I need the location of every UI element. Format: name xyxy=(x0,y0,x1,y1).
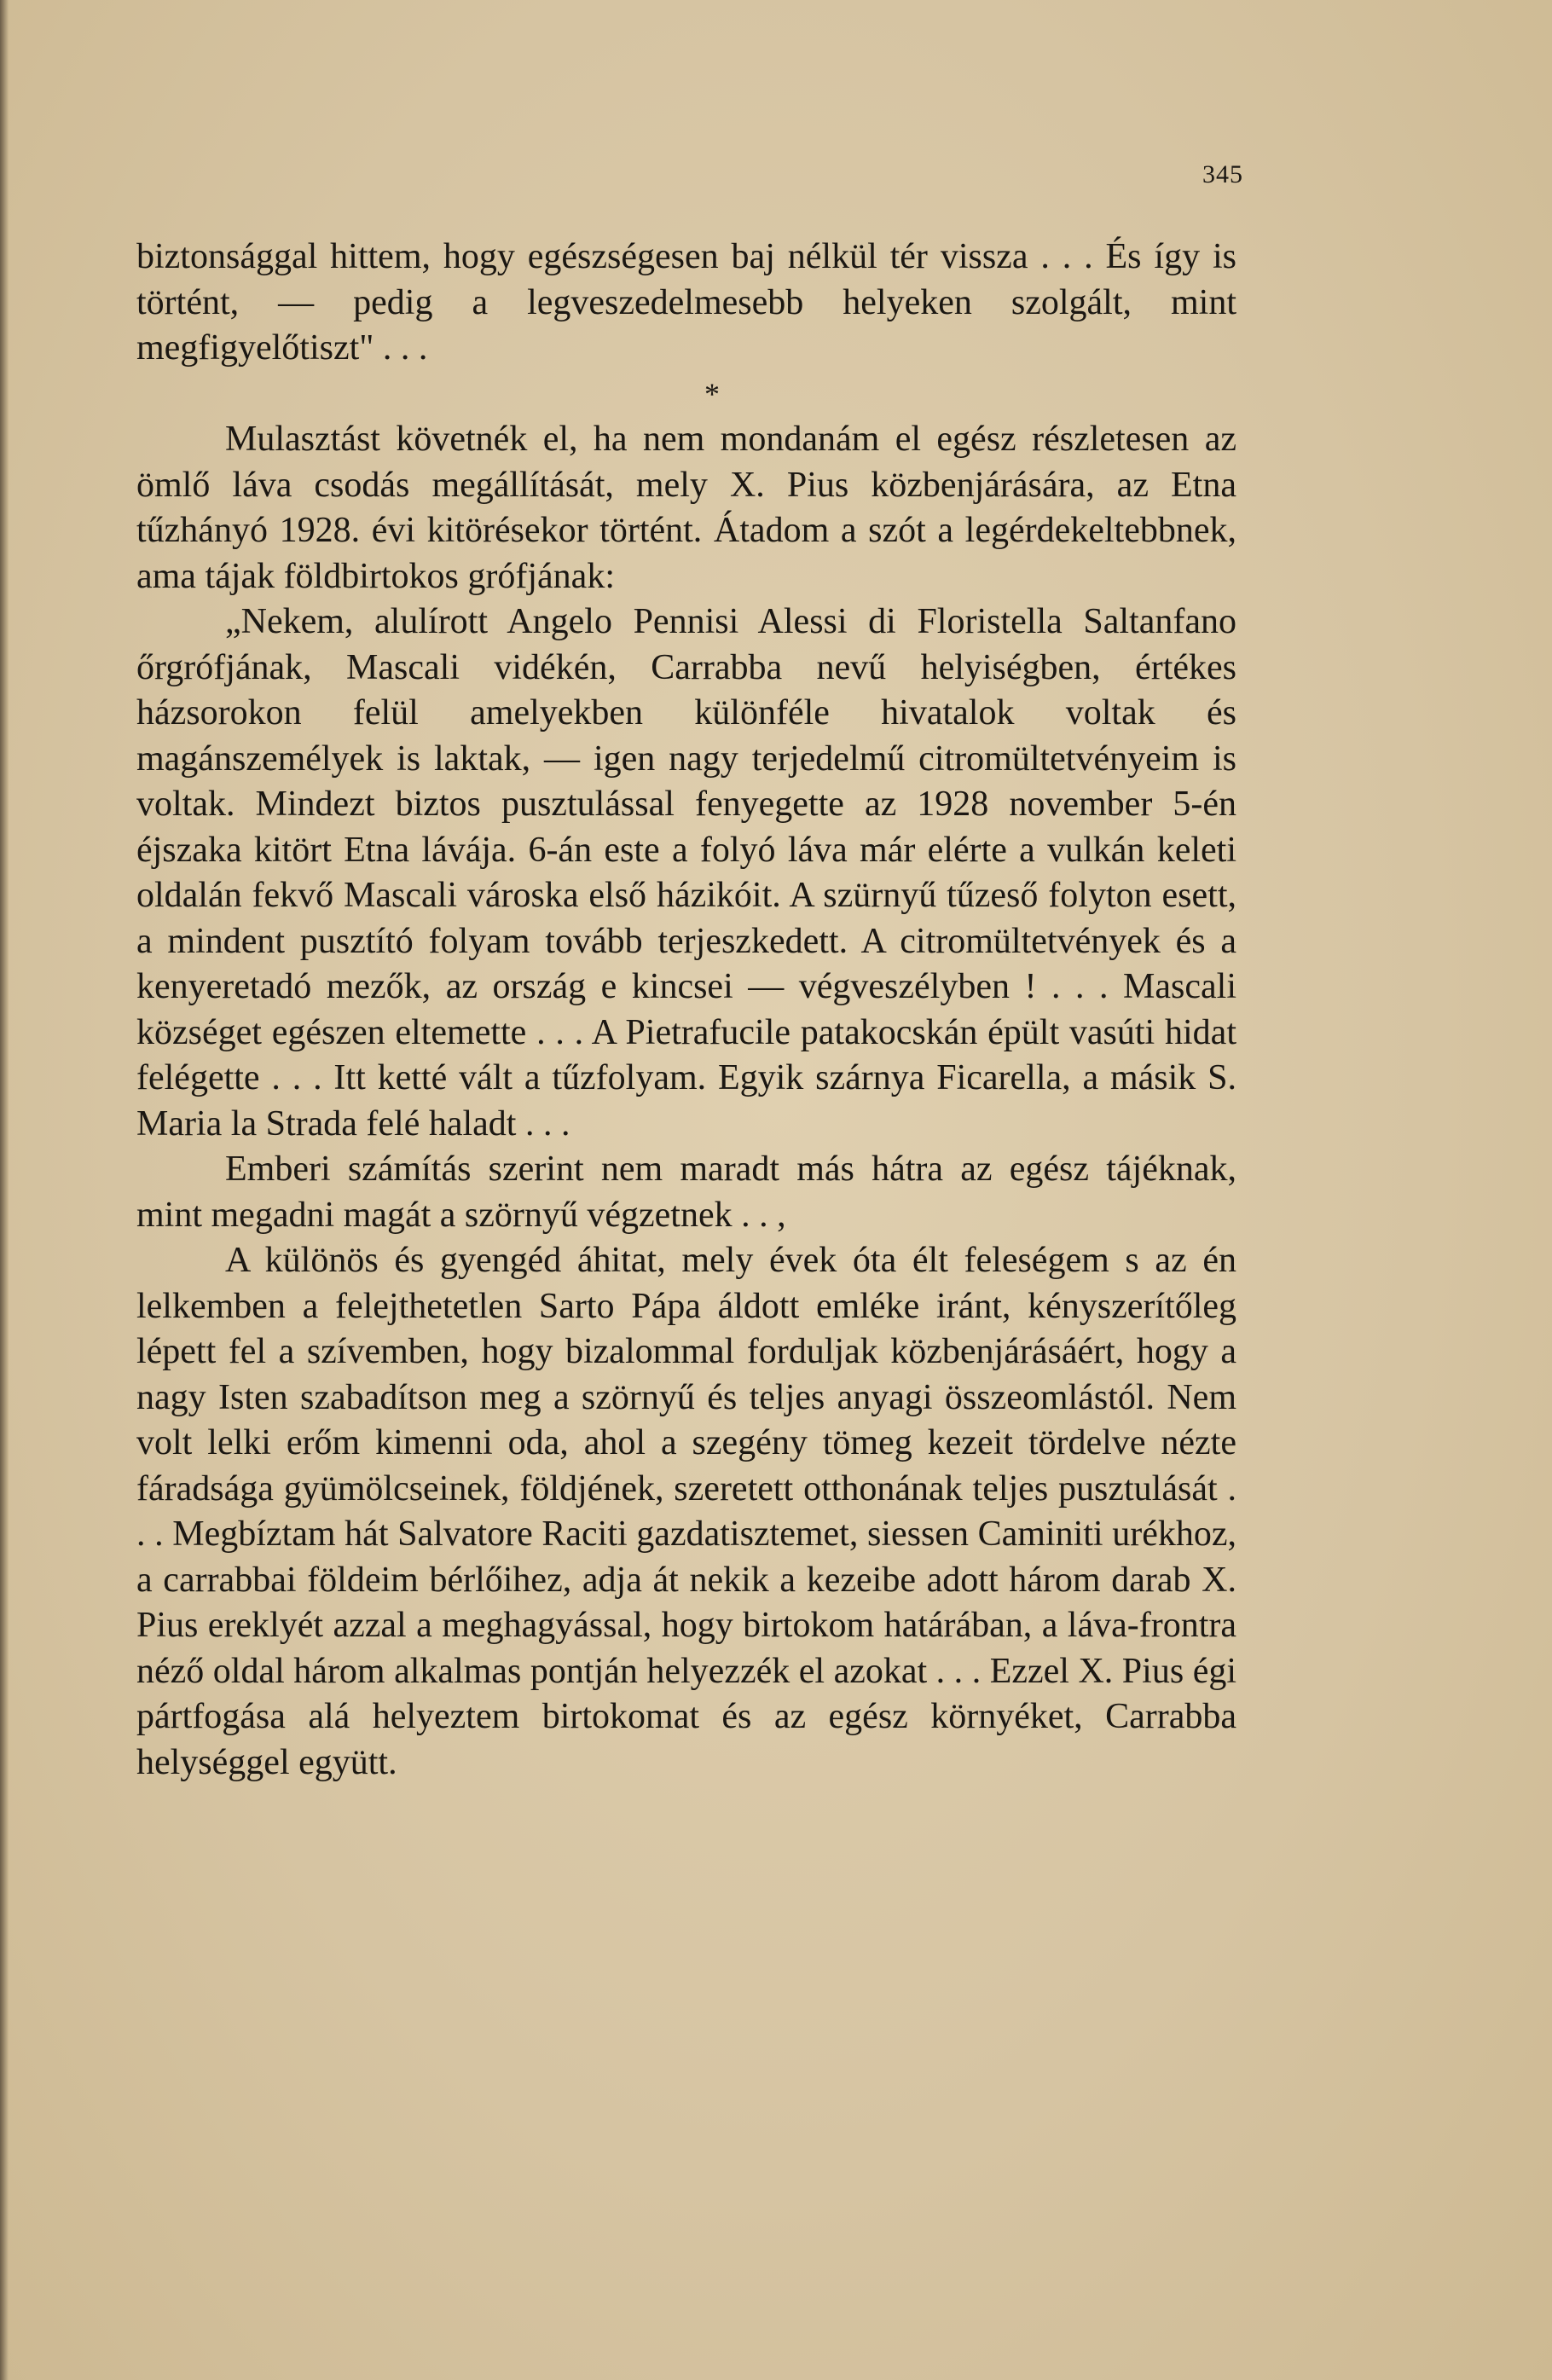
page-number: 345 xyxy=(1202,160,1243,188)
paragraph-quote: „Nekem, alulírott Angelo Pennisi Alessi di Floristella Saltanfano őrgrófjának, Mascali vidékén, Carrabba nevű helyiségben, értékes házsorokon felül amelyekben különféle hivatalok voltak és magánszemélyek is laktak, — igen nagy terjedelmű citromültetvényeim is voltak. Mindezt biztos pusztulással fenyegette az 1928 november 5-én éjszaka kitört Etna lávája. 6-án este a folyó láva már elérte a vulkán keleti oldalán fekvő Mascali városka első házikóit. A szürnyű tűzeső folyton esett, a mindent pusztító folyam tovább terjeszkedett. A citromültetvények és a kenyeretadó mezők, az ország e kincsei — végveszélyben ! . . . Mascali községet egészen eltemette . . . A Pietrafucile patakocskán épült vasúti hidat felégette . . . Itt ketté vált a tűzfolyam. Egyik szárnya Ficarella, a másik S. Maria la Strada felé haladt . . . xyxy=(136,602,1236,1144)
page-binding-edge xyxy=(0,0,9,2380)
paragraph: A különös és gyengéd áhitat, mely évek óta élt feleségem s az én lelkemben a felejthetetlen Sarto Pápa áldott emléke iránt, kényszerítőleg lépett fel a szívemben, hogy bizalommal forduljak közbenjárásáért, hogy a nagy Isten szabadítson meg a szörnyű és teljes anyagi összeomlástól. Nem volt lelki erőm kimenni oda, ahol a szegény tömeg kezeit tördelve nézte fáradsága gyümölcseinek, földjének, szeretett otthonának teljes pusztulását . . . Megbíztam hát Salvatore Raciti gazdatisztemet, siessen Caminiti urékhoz, a carrabbai földeim bérlőihez, adja át nekik a kezeibe adott három darab X. Pius ereklyét azzal a meghagyással, hogy birtokom határában, a láva-frontra néző oldal három alkalmas pontján helyezzék el azokat . . . Ezzel X. Pius égi pártfogása alá helyeztem birtokomat és az egész környéket, Carrabba helységgel együtt. xyxy=(136,1241,1236,1782)
body-text xyxy=(136,235,1236,1786)
paragraph: Mulasztást követnék el, ha nem mondanám el egész részletesen az ömlő láva csodás megállítását, mely X. Pius közbenjárására, az Etna tűzhányó 1928. évi kitörésekor történt. Átadom a szót a legérdekeltebbnek, ama tájak földbirtokos grófjának: xyxy=(136,420,1236,596)
paragraph: Emberi számítás szerint nem maradt más hátra az egész tájéknak, mint megadni magát a szörnyű végzetnek . . , xyxy=(136,1149,1236,1235)
paragraph-continuation: biztonsággal hittem, hogy egészségesen baj nélkül tér vissza . . . És így is történt, — pedig a legveszedelmesebb helyeken szolgált, mint megfigyelőtiszt" . . . xyxy=(136,237,1236,368)
section-separator: * xyxy=(704,376,720,411)
